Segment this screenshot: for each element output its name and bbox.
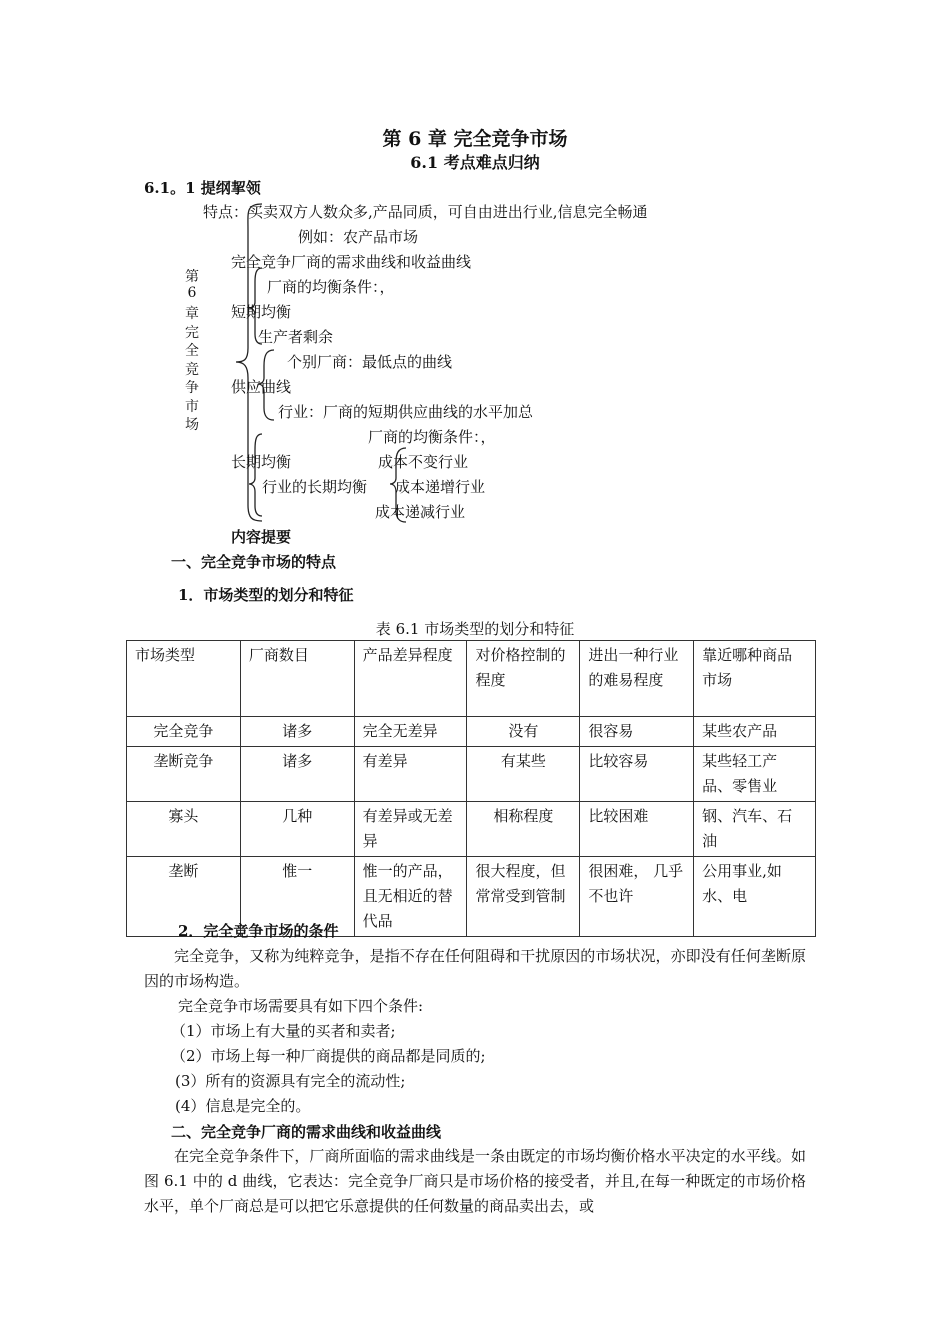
outline-line-example: 例如：农产品市场 [298,228,419,246]
paragraph-demand-curve: 在完全竞争条件下，厂商所面临的需求曲线是一条由既定的市场均衡价格水平决定的水平线。如图 6.1 中的 d 曲线，它表达：完全竞争厂商只是市场价格的接受者，并且,在每一种既定的市场价格水平，单个厂商总是可以把它乐意提供的任何数量的商品卖出去，或 [144,1147,806,1215]
outline-line-short-run: 短期均衡 [231,303,292,321]
table-header: 市场类型 [127,641,241,717]
side-label-char: 第 [185,269,199,285]
table-cell: 很困难， 几乎不也许 [580,857,694,937]
outline-line-industry-lr: 行业的长期均衡 [262,478,368,496]
table-cell: 几种 [240,802,354,857]
table-cell: 没有 [467,717,580,747]
table-cell: 垄断 [127,857,241,937]
condition-item: (3）所有的资源具有完全的流动性; [175,1072,406,1090]
market-types-table [126,640,816,937]
outline-heading: 6.1。1 提纲挈领 [144,179,261,197]
outline-line-producer-surplus: 生产者剩余 [258,328,334,346]
side-label-char: 场 [185,417,199,433]
side-label-char: 6 [187,284,197,301]
table-header: 产品差异程度 [354,641,467,717]
table-cell: 垄断竞争 [127,747,241,802]
table-cell: 惟一的产品，且无相近的替代品 [354,857,467,937]
condition-item: （2）市场上每一种厂商提供的商品都是同质的; [171,1047,486,1065]
outline-line-features: 特点：买卖双方人数众多,产品同质，可自由进出行业,信息完全畅通 [203,203,648,221]
outline-line-increasing-cost: 成本递增行业 [395,478,486,496]
outline-line-long-run: 长期均衡 [231,453,292,471]
table-cell: 有某些 [467,747,580,802]
outline-line-firm-equilibrium: 厂商的均衡条件：， [267,278,395,296]
section-title: 6.1 考点难点归纳 [410,153,540,172]
outline-line-demand: 完全竞争厂商的需求曲线和收益曲线 [231,253,472,271]
paragraph-conditions-intro: 完全竞争市场需要具有如下四个条件: [178,997,424,1015]
table-cell: 诸多 [240,747,354,802]
table-row [127,717,816,747]
table-cell: 相称程度 [467,802,580,857]
table-header: 对价格控制的程度 [467,641,580,717]
outline-line-supply: 供应曲线 [231,378,292,396]
section-heading-1: 一、完全竞争市场的特点 [171,553,337,571]
side-label-char: 章 [185,306,199,322]
summary-heading: 内容提要 [231,528,292,546]
paragraph-definition: 完全竞争，又称为纯粹竞争，是指不存在任何阻碍和干扰原因的市场状况，亦即没有任何垄断原因的市场构造。 [144,947,806,990]
subsection-heading-2: 2．完全竞争市场的条件 [178,922,339,940]
table-header-row [127,641,816,717]
condition-item: （1）市场上有大量的买者和卖者; [171,1022,396,1040]
table-cell: 钢、汽车、石油 [694,802,816,857]
condition-item: (4）信息是完全的。 [175,1097,311,1115]
table-cell: 完全竞争 [127,717,241,747]
table-cell: 有差异或无差异 [354,802,467,857]
outline-line-industry: 行业：厂商的短期供应曲线的水平加总 [278,403,534,421]
table-cell: 某些农产品 [694,717,816,747]
table-cell: 有差异 [354,747,467,802]
subsection-heading-1: 1．市场类型的划分和特征 [178,586,354,604]
table-cell: 很容易 [580,717,694,747]
table-cell: 很大程度，但常常受到管制 [467,857,580,937]
table-cell: 公用事业,如水、电 [694,857,816,937]
table-cell: 诸多 [240,717,354,747]
table-cell: 惟一 [240,857,354,937]
side-label-char: 争 [185,380,199,396]
outline-line-lr-firm-equilibrium: 厂商的均衡条件：， [368,428,496,446]
table-cell: 比较容易 [580,747,694,802]
table-cell: 某些轻工产品、零售业 [694,747,816,802]
side-label-char: 全 [185,343,199,359]
table-cell: 寡头 [127,802,241,857]
side-label-char: 竞 [185,361,199,378]
table-header: 靠近哪种商品市场 [694,641,816,717]
section-heading-2: 二、完全竞争厂商的需求曲线和收益曲线 [171,1123,442,1141]
side-label-char: 市 [185,398,199,415]
table-cell: 比较困难 [580,802,694,857]
chapter-title: 第 6 章 完全竞争市场 [382,128,568,150]
table-header: 厂商数目 [240,641,354,717]
table-row [127,747,816,802]
table-row [127,802,816,857]
table-cell: 完全无差异 [354,717,467,747]
outline-line-individual-firm: 个别厂商：最低点的曲线 [287,353,453,371]
outline-line-constant-cost: 成本不变行业 [378,453,469,471]
table-caption: 表 6.1 市场类型的划分和特征 [375,620,575,638]
outline-line-decreasing-cost: 成本递减行业 [375,503,466,521]
table-header: 进出一种行业的难易程度 [580,641,694,717]
side-label-char: 完 [185,324,199,341]
